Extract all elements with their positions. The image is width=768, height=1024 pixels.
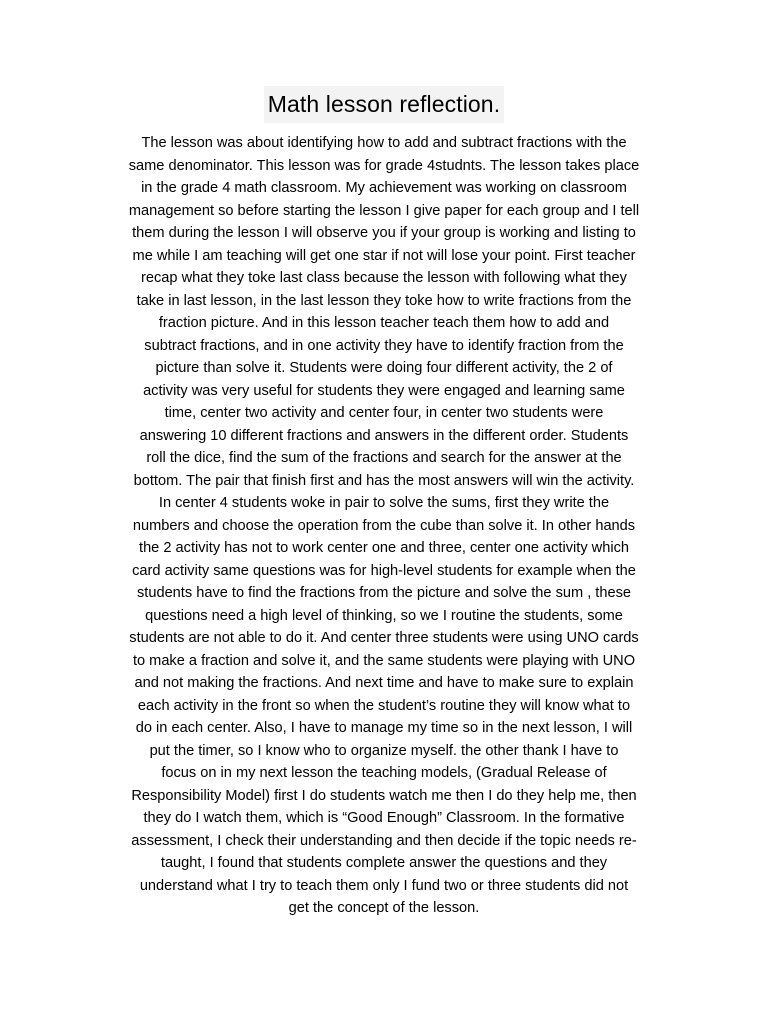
text-line: picture than solve it. Students were doing four different activity, the 2 of [155, 360, 613, 376]
text-line: same denominator. This lesson was for grade 4studnts. The lesson takes place [128, 157, 640, 174]
text-line: answering 10 different fractions and answers in the different order. Students [139, 427, 629, 444]
text-line: questions need a high level of thinking, so we I routine the students, some [145, 607, 623, 624]
text-line: put the timer, so I know who to organize myself. the other thank I have to [149, 742, 619, 759]
title-container [0, 86, 768, 123]
text-line: In center 4 students woke in pair to solve the sums, first they write the [158, 495, 610, 511]
text-line: activity was very useful for students they were engaged and learning same [143, 382, 625, 399]
text-line: card activity same questions was for high-level students for example when the [132, 562, 636, 579]
text-line: and not making the fractions. And next time and have to make sure to explain [134, 675, 634, 691]
reflection-body [88, 132, 680, 920]
text-line: The lesson was about identifying how to add and subtract fractions with the [141, 135, 627, 151]
text-line: subtract fractions, and in one activity they have to identify fraction from the [144, 337, 624, 354]
text-line: students are not able to do it. And center three students were using UNO cards [129, 630, 639, 646]
text-line: take in last lesson, in the last lesson they toke how to write fractions from the [136, 292, 632, 309]
text-line: to make a fraction and solve it, and the same students were playing with UNO [132, 652, 636, 669]
text-line: bottom. The pair that finish first and has the most answers will win the activity. [133, 472, 635, 489]
text-line: get the concept of the lesson. [288, 900, 480, 916]
text-line: roll the dice, find the sum of the fractions and search for the answer at the [146, 450, 622, 466]
text-line: them during the lesson I will observe you if your group is working and listing to [132, 225, 636, 241]
text-line: time, center two activity and center four, in center two students were [164, 405, 604, 421]
text-line: each activity in the front so when the student’s routine they will know what to [137, 697, 631, 714]
text-line: do in each center. Also, I have to manage my time so in the next lesson, I will [135, 720, 633, 736]
text-line: me while I am teaching will get one star if not will lose your point. First teacher [132, 247, 636, 264]
text-line: Responsibility Model) first I do students watch me then I do they help me, then [131, 787, 637, 804]
text-line: fraction picture. And in this lesson teacher teach them how to add and [158, 315, 610, 331]
text-line: assessment, I check their understanding and then decide if the topic needs re- [131, 832, 637, 849]
page-title: Math lesson reflection. [264, 86, 504, 123]
text-line: recap what they toke last class because the lesson with following what they [141, 270, 627, 286]
text-line: numbers and choose the operation from the cube than solve it. In other hands [132, 517, 636, 534]
text-line: in the grade 4 math classroom. My achievement was working on classroom [141, 180, 627, 196]
text-line: students have to find the fractions from the picture and solve the sum , these [136, 585, 632, 601]
text-line: management so before starting the lesson I give paper for each group and I tell [128, 202, 640, 219]
text-line: focus on in my next lesson the teaching models, (Gradual Release of [161, 765, 607, 781]
text-line: the 2 activity has not to work center one and three, center one activity which [139, 540, 629, 556]
text-line: taught, I found that students complete answer the questions and they [160, 855, 608, 871]
text-line: understand what I try to teach them only I fund two or three students did not [139, 877, 629, 894]
text-line: they do I watch them, which is “Good Enough” Classroom. In the formative [143, 810, 625, 826]
